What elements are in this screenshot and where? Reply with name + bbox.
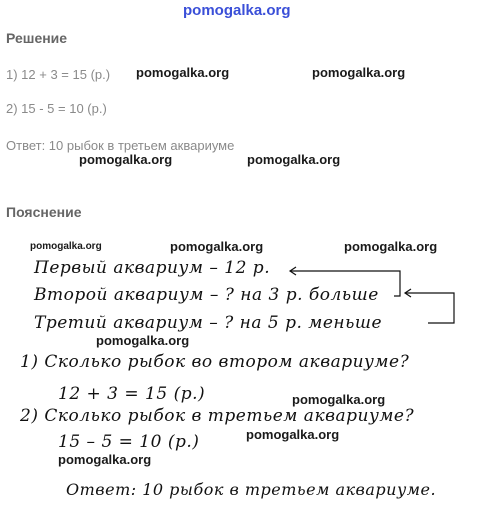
watermark: pomogalka.org: [96, 333, 190, 348]
watermark: pomogalka.org: [312, 65, 406, 80]
condition-line-3: Третий аквариум – ? на 5 р. меньше: [34, 313, 383, 333]
watermark: pomogalka.org: [344, 239, 438, 254]
watermark: pomogalka.org: [292, 392, 386, 407]
solution-step-1: 1) 12 + 3 = 15 (р.): [6, 67, 111, 82]
solution-heading: Решение: [6, 30, 68, 46]
watermark: pomogalka.org: [170, 239, 264, 254]
watermark: pomogalka.org: [136, 65, 230, 80]
watermark: pomogalka.org: [30, 241, 102, 252]
question-1: 1) Сколько рыбок во втором аквариуме?: [20, 352, 410, 372]
handwritten-answer: Ответ: 10 рыбок в третьем аквариуме.: [66, 480, 437, 499]
calculation-2: 15 – 5 = 10 (р.): [58, 432, 200, 452]
explanation-heading: Пояснение: [6, 204, 82, 220]
calculation-1: 12 + 3 = 15 (р.): [58, 384, 206, 404]
watermark: pomogalka.org: [79, 152, 173, 167]
solution-step-2: 2) 15 - 5 = 10 (р.): [6, 101, 107, 116]
question-2: 2) Сколько рыбок в третьем аквариуме?: [20, 406, 415, 426]
watermark: pomogalka.org: [58, 452, 152, 467]
solution-answer: Ответ: 10 рыбок в третьем аквариуме: [6, 138, 235, 153]
watermark: pomogalka.org: [246, 427, 340, 442]
condition-line-1: Первый аквариум – 12 р.: [34, 258, 271, 278]
watermark: pomogalka.org: [247, 152, 341, 167]
watermark-top: pomogalka.org: [183, 2, 291, 19]
condition-line-2: Второй аквариум – ? на 3 р. больше: [34, 285, 379, 305]
